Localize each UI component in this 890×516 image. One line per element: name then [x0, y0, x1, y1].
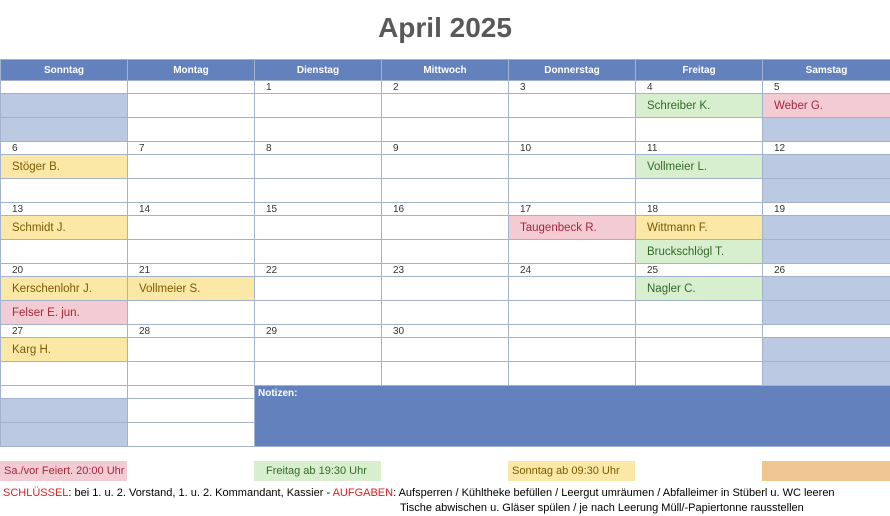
weekday-wednesday: Mittwoch	[382, 60, 509, 81]
day-number: 21	[128, 264, 255, 277]
weekday-friday: Freitag	[636, 60, 763, 81]
day-entry-cell[interactable]	[763, 277, 890, 301]
day-entry-cell[interactable]	[382, 155, 509, 179]
day-entry-cell[interactable]	[128, 94, 255, 118]
day-number	[509, 325, 636, 338]
day-entry-cell[interactable]	[636, 179, 763, 203]
day-entry-cell[interactable]	[636, 118, 763, 142]
day-entry-cell[interactable]: Wittmann F.	[636, 216, 763, 240]
notes-label: Notizen:	[258, 388, 887, 399]
day-entry-cell[interactable]	[509, 179, 636, 203]
day-number: 5	[763, 81, 890, 94]
notes-side-cell	[128, 423, 255, 447]
day-number	[1, 81, 128, 94]
day-number: 22	[255, 264, 382, 277]
key-info	[3, 486, 835, 516]
legend-friday: Freitag ab 19:30 Uhr	[254, 461, 381, 481]
day-entry-cell[interactable]	[509, 277, 636, 301]
day-entry-cell[interactable]	[1, 94, 128, 118]
day-number: 19	[763, 203, 890, 216]
day-entry-cell[interactable]	[382, 240, 509, 264]
week-date-row	[1, 81, 890, 94]
day-entry-cell[interactable]	[255, 338, 382, 362]
week-entry-row	[1, 118, 890, 142]
day-entry-cell[interactable]	[763, 338, 890, 362]
day-entry-cell[interactable]	[128, 216, 255, 240]
day-entry-cell[interactable]	[128, 179, 255, 203]
day-number: 20	[1, 264, 128, 277]
week-entry-row	[1, 240, 890, 264]
day-entry-cell[interactable]	[763, 240, 890, 264]
day-entry-cell[interactable]	[509, 94, 636, 118]
day-entry-cell[interactable]	[128, 362, 255, 386]
day-number: 2	[382, 81, 509, 94]
legend-saturday: Sa./vor Feiert. 20:00 Uhr	[0, 461, 127, 481]
notes-side-cell	[1, 423, 128, 447]
day-entry-cell[interactable]	[382, 277, 509, 301]
day-entry-cell[interactable]	[1, 179, 128, 203]
day-entry-cell[interactable]	[382, 179, 509, 203]
day-number: 1	[255, 81, 382, 94]
day-number: 11	[636, 142, 763, 155]
day-number: 26	[763, 264, 890, 277]
calendar-grid	[0, 59, 890, 447]
day-entry-cell[interactable]	[1, 118, 128, 142]
day-entry-cell[interactable]	[636, 301, 763, 325]
day-entry-cell[interactable]: Karg H.	[1, 338, 128, 362]
day-number: 6	[1, 142, 128, 155]
day-number: 3	[509, 81, 636, 94]
day-entry-cell[interactable]	[128, 338, 255, 362]
weekday-header-row	[1, 60, 890, 81]
day-entry-cell[interactable]	[255, 118, 382, 142]
day-entry-cell[interactable]: Bruckschlögl T.	[636, 240, 763, 264]
key-line-2: Tische abwischen u. Gläser spülen / je nach Leerung Müll/-Papiertonne rausstellen	[3, 501, 835, 516]
day-entry-cell[interactable]	[509, 301, 636, 325]
week-entry-row	[1, 362, 890, 386]
day-number: 30	[382, 325, 509, 338]
week-entry-row	[1, 277, 890, 301]
day-entry-cell[interactable]: Schreiber K.	[636, 94, 763, 118]
week-entry-row	[1, 338, 890, 362]
day-entry-cell[interactable]	[763, 301, 890, 325]
day-number: 25	[636, 264, 763, 277]
day-number: 13	[1, 203, 128, 216]
day-entry-cell[interactable]	[382, 338, 509, 362]
notes-side-cell	[1, 399, 128, 423]
day-number: 29	[255, 325, 382, 338]
day-entry-cell[interactable]	[255, 277, 382, 301]
day-entry-cell[interactable]	[255, 216, 382, 240]
day-number: 4	[636, 81, 763, 94]
day-number: 7	[128, 142, 255, 155]
day-entry-cell[interactable]: Vollmeier S.	[128, 277, 255, 301]
day-number: 12	[763, 142, 890, 155]
notes-side-cell	[1, 386, 128, 399]
week-entry-row	[1, 216, 890, 240]
day-entry-cell[interactable]	[509, 155, 636, 179]
calendar-title: April 2025	[0, 12, 890, 44]
week-date-row	[1, 203, 890, 216]
notes-area[interactable]	[255, 386, 890, 447]
day-entry-cell[interactable]	[509, 118, 636, 142]
week-date-row	[1, 325, 890, 338]
notes-row	[1, 386, 890, 399]
legend-orange-swatch	[762, 461, 890, 481]
day-entry-cell[interactable]	[255, 179, 382, 203]
day-entry-cell[interactable]	[255, 155, 382, 179]
day-entry-cell[interactable]	[382, 216, 509, 240]
day-number: 24	[509, 264, 636, 277]
day-entry-cell[interactable]	[255, 240, 382, 264]
day-entry-cell[interactable]	[636, 338, 763, 362]
day-entry-cell[interactable]	[763, 216, 890, 240]
day-number	[636, 325, 763, 338]
day-entry-cell[interactable]: Vollmeier L.	[636, 155, 763, 179]
weekday-monday: Montag	[128, 60, 255, 81]
day-entry-cell[interactable]	[763, 362, 890, 386]
day-entry-cell[interactable]: Felser E. jun.	[1, 301, 128, 325]
weekday-thursday: Donnerstag	[509, 60, 636, 81]
weekday-tuesday: Dienstag	[255, 60, 382, 81]
weekday-sunday: Sonntag	[1, 60, 128, 81]
day-entry-cell[interactable]	[509, 338, 636, 362]
day-entry-cell[interactable]	[763, 179, 890, 203]
week-entry-row	[1, 155, 890, 179]
day-number: 15	[255, 203, 382, 216]
day-number: 16	[382, 203, 509, 216]
day-entry-cell[interactable]	[255, 362, 382, 386]
day-entry-cell[interactable]: Schmidt J.	[1, 216, 128, 240]
day-number: 9	[382, 142, 509, 155]
day-entry-cell[interactable]	[509, 240, 636, 264]
day-number: 23	[382, 264, 509, 277]
legend-sunday: Sonntag ab 09:30 Uhr	[508, 461, 635, 481]
week-entry-row	[1, 301, 890, 325]
aufgaben-label: AUFGABEN	[333, 487, 394, 499]
day-entry-cell[interactable]	[255, 94, 382, 118]
day-number	[128, 81, 255, 94]
day-entry-cell[interactable]: Weber G.	[763, 94, 890, 118]
day-entry-cell[interactable]: Kerschenlohr J.	[1, 277, 128, 301]
day-number	[763, 325, 890, 338]
day-entry-cell[interactable]	[128, 301, 255, 325]
day-number: 17	[509, 203, 636, 216]
key-line-1	[3, 486, 835, 501]
day-entry-cell[interactable]	[128, 240, 255, 264]
week-entry-row	[1, 179, 890, 203]
day-entry-cell[interactable]	[255, 301, 382, 325]
day-entry-cell[interactable]	[382, 94, 509, 118]
day-number: 14	[128, 203, 255, 216]
week-date-row	[1, 142, 890, 155]
week-date-row	[1, 264, 890, 277]
day-entry-cell[interactable]	[1, 362, 128, 386]
day-entry-cell[interactable]: Taugenbeck R.	[509, 216, 636, 240]
day-entry-cell[interactable]	[763, 118, 890, 142]
day-entry-cell[interactable]	[382, 118, 509, 142]
day-entry-cell[interactable]	[382, 301, 509, 325]
weekday-saturday: Samstag	[763, 60, 890, 81]
day-number: 28	[128, 325, 255, 338]
notes-side-cell	[128, 399, 255, 423]
day-entry-cell[interactable]: Stöger B.	[1, 155, 128, 179]
day-entry-cell[interactable]	[509, 362, 636, 386]
schluessel-label: SCHLÜSSEL	[3, 487, 68, 499]
day-number: 18	[636, 203, 763, 216]
schluessel-text: : bei 1. u. 2. Vorstand, 1. u. 2. Kommandant, Kassier -	[68, 487, 332, 499]
day-number: 10	[509, 142, 636, 155]
day-entry-cell[interactable]	[1, 240, 128, 264]
notes-side-cell	[128, 386, 255, 399]
day-entry-cell[interactable]	[128, 118, 255, 142]
aufgaben-text: : Aufsperren / Kühltheke befüllen / Leergut umräumen / Abfalleimer in Stüberl u. WC leeren	[393, 487, 834, 499]
day-entry-cell[interactable]	[636, 362, 763, 386]
day-entry-cell[interactable]	[763, 155, 890, 179]
day-number: 8	[255, 142, 382, 155]
week-entry-row	[1, 94, 890, 118]
day-number: 27	[1, 325, 128, 338]
day-entry-cell[interactable]	[382, 362, 509, 386]
day-entry-cell[interactable]: Nagler C.	[636, 277, 763, 301]
day-entry-cell[interactable]	[128, 155, 255, 179]
